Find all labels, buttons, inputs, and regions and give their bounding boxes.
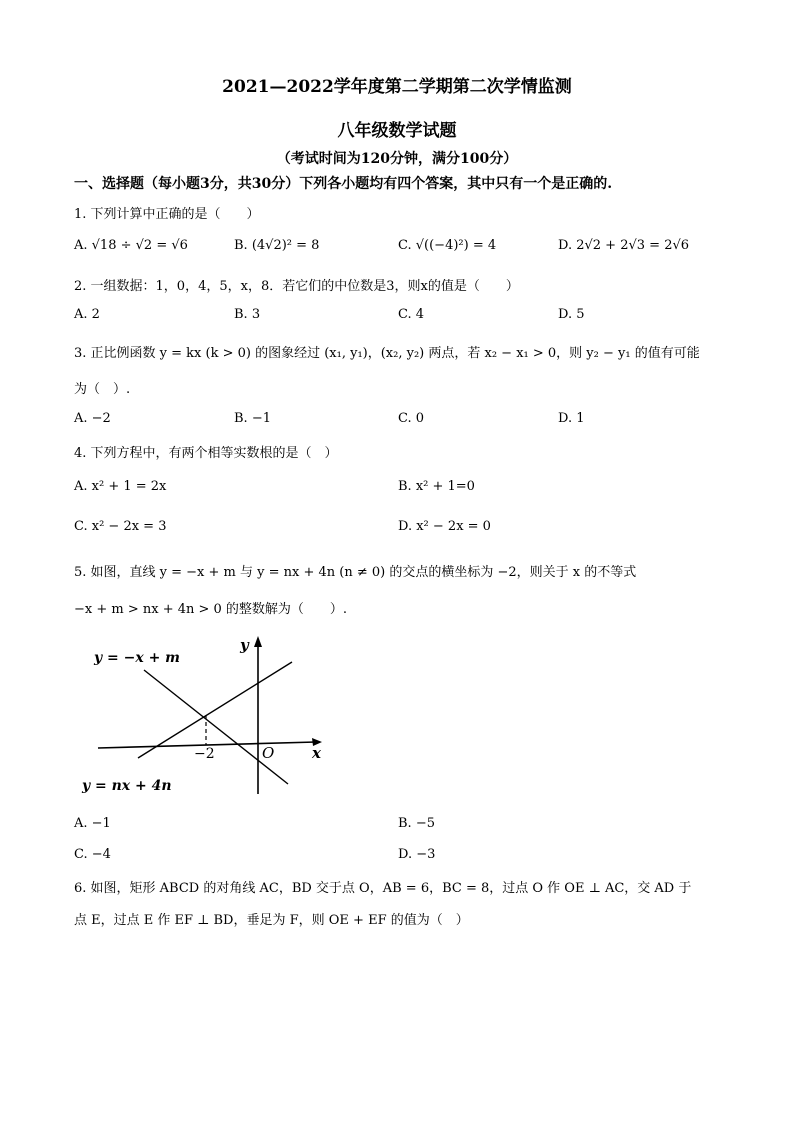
line-y-neg-x-plus-m — [144, 670, 288, 784]
question-4-option-c: C. x² − 2x = 3 — [74, 519, 167, 534]
question-5-option-c: C. −4 — [74, 847, 111, 862]
question-2-stem: 2. 一组数据：1，0，4，5，x，8．若它们的中位数是3，则x的值是（ ） — [74, 279, 519, 294]
question-4-option-d: D. x² − 2x = 0 — [398, 519, 491, 534]
question-2-option-d: D. 5 — [558, 307, 585, 322]
label-origin: O — [262, 744, 275, 762]
question-3-stem: 3. 正比例函数 y = kx (k > 0) 的图象经过 (x₁, y₁)，(x₂, y₂) 两点，若 x₂ − x₁ > 0，则 y₂ − y₁ 的值有可能 — [74, 346, 700, 361]
question-3-option-c: C. 0 — [398, 411, 425, 426]
question-1-option-d: D. 2√2 + 2√3 = 2√6 — [558, 238, 690, 253]
label-x-axis: x — [312, 744, 321, 762]
question-2-option-c: C. 4 — [398, 307, 425, 322]
label-line-2: y = nx + 4n — [82, 778, 172, 794]
question-3-option-d: D. 1 — [558, 411, 585, 426]
question-4-option-b: B. x² + 1=0 — [398, 479, 475, 494]
question-3-option-a: A. −2 — [74, 411, 111, 426]
question-6-stem: 6. 如图，矩形 ABCD 的对角线 AC，BD 交于点 O，AB = 6，BC = 8，过点 O 作 OE ⊥ AC，交 AD 于 — [74, 881, 692, 896]
exam-info: （考试时间为120分钟，满分100分） — [276, 151, 518, 167]
question-2-option-b: B. 3 — [234, 307, 261, 322]
exam-subtitle: 八年级数学试题 — [337, 121, 457, 141]
question-1-option-b: B. (4√2)² = 8 — [234, 238, 320, 253]
label-y-axis: y — [240, 636, 249, 654]
question-5-figure — [76, 632, 336, 802]
question-5-option-d: D. −3 — [398, 847, 436, 862]
exam-title: 2021—2022学年度第二学期第二次学情监测 — [222, 77, 572, 97]
question-5-stem-cont: −x + m > nx + 4n > 0 的整数解为（ ）. — [74, 602, 348, 617]
question-1-option-c: C. √((−4)²) = 4 — [398, 238, 497, 253]
section-heading: 一、选择题（每小题3分，共30分）下列各小题均有四个答案，其中只有一个是正确的. — [74, 176, 613, 192]
question-4-option-a: A. x² + 1 = 2x — [74, 479, 167, 494]
question-5-option-b: B. −5 — [398, 816, 435, 831]
y-axis-arrow — [254, 636, 262, 647]
question-3-stem-cont: 为（ ）. — [74, 382, 131, 397]
label-tick-neg2: −2 — [194, 746, 215, 762]
question-5-option-a: A. −1 — [74, 816, 111, 831]
question-4-stem: 4. 下列方程中，有两个相等实数根的是（ ） — [74, 446, 338, 461]
question-5-stem: 5. 如图，直线 y = −x + m 与 y = nx + 4n (n ≠ 0) 的交点的横坐标为 −2，则关于 x 的不等式 — [74, 565, 637, 580]
question-2-option-a: A. 2 — [74, 307, 100, 322]
label-line-1: y = −x + m — [94, 650, 180, 666]
question-6-stem-cont: 点 E，过点 E 作 EF ⊥ BD，垂足为 F，则 OE + EF 的值为（ ） — [74, 913, 469, 928]
question-1-option-a: A. √18 ÷ √2 = √6 — [74, 238, 188, 253]
question-1-stem: 1. 下列计算中正确的是（ ） — [74, 207, 260, 222]
question-3-option-b: B. −1 — [234, 411, 271, 426]
